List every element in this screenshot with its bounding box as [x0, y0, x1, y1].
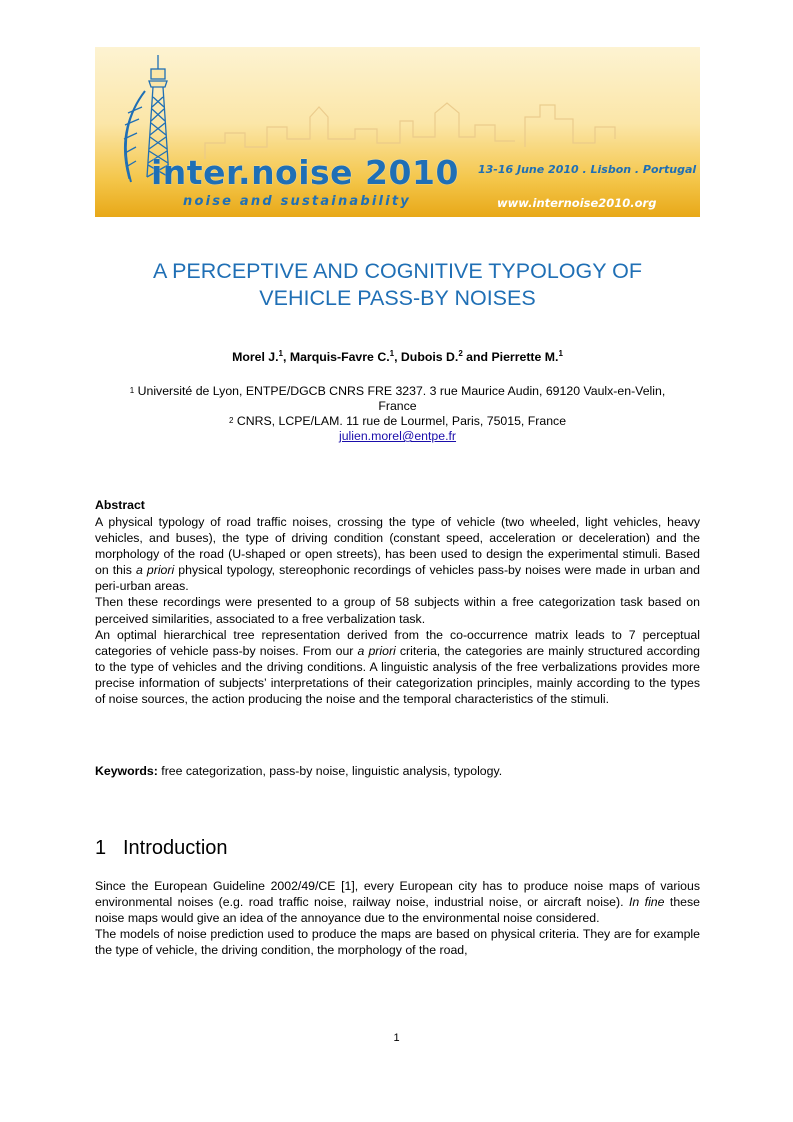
author-name: Morel J. — [232, 350, 279, 364]
section-title: Introduction — [123, 837, 228, 859]
author-separator: , — [283, 350, 290, 364]
paper-title-line1: A PERCEPTIVE AND COGNITIVE TYPOLOGY OF — [152, 259, 643, 283]
section-heading-introduction — [95, 837, 228, 860]
conference-dates: 13-16 June 2010 . Lisbon . Portugal — [478, 163, 697, 176]
abstract-paragraph-1: A physical typology of road traffic noises, crossing the type of vehicle (two wheeled, light vehicles, heavy vehicles, and buses), the type of driving condition (constant speed, acceleration or deceleration) and the morphology of the road (U-shaped or open streets), has been used to design the experimental stimuli. Based on this a priori physical typology, stereophonic recordings of vehicles pass-by noises were made in urban and peri-urban areas. — [95, 515, 700, 594]
section-number: 1 — [95, 837, 107, 859]
conference-banner — [95, 47, 700, 217]
author-separator: and — [462, 350, 492, 364]
author-affiliation-mark: 1 — [389, 349, 395, 358]
abstract-paragraph-2: Then these recordings were presented to a group of 58 subjects within a free categorization task based on perceived similarities, associated to a free verbalization task. — [95, 595, 700, 626]
keywords-text: free categorization, pass-by noise, linguistic analysis, typology. — [157, 764, 503, 778]
author-name: Dubois D. — [400, 350, 459, 364]
abstract-paragraph-3: An optimal hierarchical tree representation derived from the co-occurrence matrix leads to 7 perceptual categories of vehicle pass-by noises. From our a priori criteria, the categories are mainly structured according to the type of vehicles and the driving conditions. A linguistic analysis of the free verbalizations provides more precise information of subjects’ interpretations of their categorization principles, mainly according to the types of noise sources, the action producing the noise and the temporal characteristics of the stimuli. — [95, 627, 700, 707]
abstract-body — [95, 514, 700, 707]
affiliation-mark: 1 — [129, 386, 135, 395]
affiliation-mark: 2 — [228, 416, 234, 425]
paper-title-line2: VEHICLE PASS-BY NOISES — [259, 286, 536, 310]
affiliation-1-country: France — [378, 399, 417, 413]
author-affiliation-mark: 1 — [558, 349, 563, 358]
affiliations — [95, 384, 700, 444]
conference-motto: noise and sustainability — [183, 194, 411, 209]
intro-paragraph-1: Since the European Guideline 2002/49/CE [1], every European city has to produce noise maps of various environmental noises (e.g. road traffic noise, railway noise, industrial noise, or aircraft noise). In fine these noise maps would give an idea of the annoyance due to the environmental noise considered. — [95, 879, 701, 926]
page-number: 1 — [393, 1032, 400, 1044]
paper-title — [95, 258, 700, 312]
conference-url[interactable]: www.internoise2010.org — [497, 196, 657, 210]
affiliation-1: $^1$ Université de Lyon, ENTPE/DGCB CNRS FRE 3237. 3 rue Maurice Audin, 69120 Vaulx-en-Velin, — [129, 384, 666, 398]
author-list — [95, 350, 700, 364]
keywords — [95, 764, 502, 778]
email-link[interactable]: julien.morel@entpe.fr — [338, 429, 457, 443]
author-separator: , — [394, 350, 401, 364]
intro-paragraph-2: The models of noise prediction used to produce the maps are based on physical criteria. They are for example the type of vehicle, the driving condition, the morphology of the road, — [95, 927, 700, 958]
abstract-heading: Abstract — [95, 498, 145, 512]
author-affiliation-mark: 2 — [458, 349, 463, 358]
author-name: Pierrette M. — [491, 350, 559, 364]
keywords-label: Keywords: — [95, 764, 158, 778]
affiliation-2: $^2$ CNRS, LCPE/LAM. 11 rue de Lourmel, Paris, 75015, France — [228, 414, 567, 428]
author-name: Marquis-Favre C. — [289, 350, 390, 364]
author-affiliation-mark: 1 — [278, 349, 283, 358]
introduction-body — [95, 878, 700, 958]
conference-logo-title: inter.noise 2010 — [151, 153, 459, 192]
